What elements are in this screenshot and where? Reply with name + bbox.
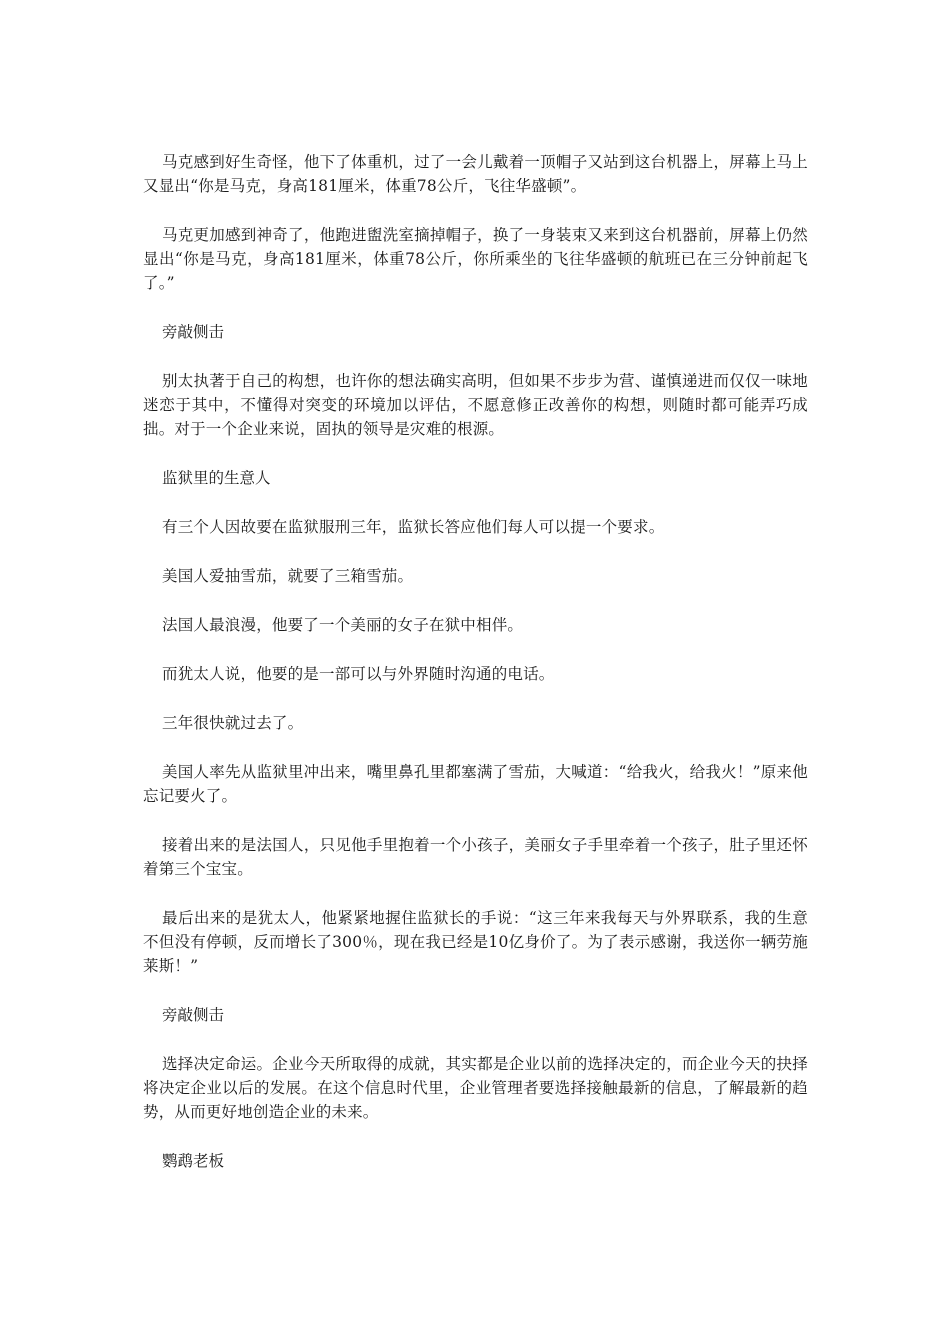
paragraph: 接着出来的是法国人，只见他手里抱着一个小孩子，美丽女子手里牵着一个孩子，肚子里还怀着第三个宝宝。 [143, 836, 808, 878]
section-heading: 旁敲侧击 [162, 323, 225, 341]
paragraph: 美国人爱抽雪茄，就要了三箱雪茄。 [162, 567, 414, 585]
document-body [143, 150, 808, 1198]
paragraph: 三年很快就过去了。 [162, 714, 304, 732]
paragraph: 马克感到好生奇怪，他下了体重机，过了一会儿戴着一顶帽子又站到这台机器上，屏幕上马上又显出“你是马克，身高181厘米，体重78公斤，飞往华盛顿”。 [143, 153, 808, 195]
paragraph: 别太执著于自己的构想，也许你的想法确实高明，但如果不步步为营、谨慎递进而仅仅一味地迷恋于其中，不懂得对突变的环境加以评估，不愿意修正改善你的构想，则随时都可能弄巧成拙。对于一个企业来说，固执的领导是灾难的根源。 [143, 372, 808, 438]
section-heading: 监狱里的生意人 [162, 469, 271, 487]
section-heading: 旁敲侧击 [162, 1006, 225, 1024]
paragraph: 马克更加感到神奇了，他跑进盥洗室摘掉帽子，换了一身装束又来到这台机器前，屏幕上仍然显出“你是马克，身高181厘米，体重78公斤，你所乘坐的飞往华盛顿的航班已在三分钟前起飞了。” [143, 226, 808, 292]
paragraph: 美国人率先从监狱里冲出来，嘴里鼻孔里都塞满了雪茄，大喊道：“给我火，给我火！”原来他忘记要火了。 [143, 763, 808, 805]
section-heading: 鹦鹉老板 [162, 1152, 225, 1170]
paragraph: 法国人最浪漫，他要了一个美丽的女子在狱中相伴。 [162, 616, 524, 634]
paragraph: 有三个人因故要在监狱服刑三年，监狱长答应他们每人可以提一个要求。 [162, 518, 665, 536]
paragraph: 而犹太人说，他要的是一部可以与外界随时沟通的电话。 [162, 665, 555, 683]
paragraph: 选择决定命运。企业今天所取得的成就，其实都是企业以前的选择决定的，而企业今天的抉择将决定企业以后的发展。在这个信息时代里，企业管理者要选择接触最新的信息，了解最新的趋势，从而更好地创造企业的未来。 [143, 1055, 808, 1121]
paragraph: 最后出来的是犹太人，他紧紧地握住监狱长的手说：“这三年来我每天与外界联系，我的生意不但没有停顿，反而增长了300％，现在我已经是10亿身价了。为了表示感谢，我送你一辆劳施莱斯！” [143, 909, 808, 975]
